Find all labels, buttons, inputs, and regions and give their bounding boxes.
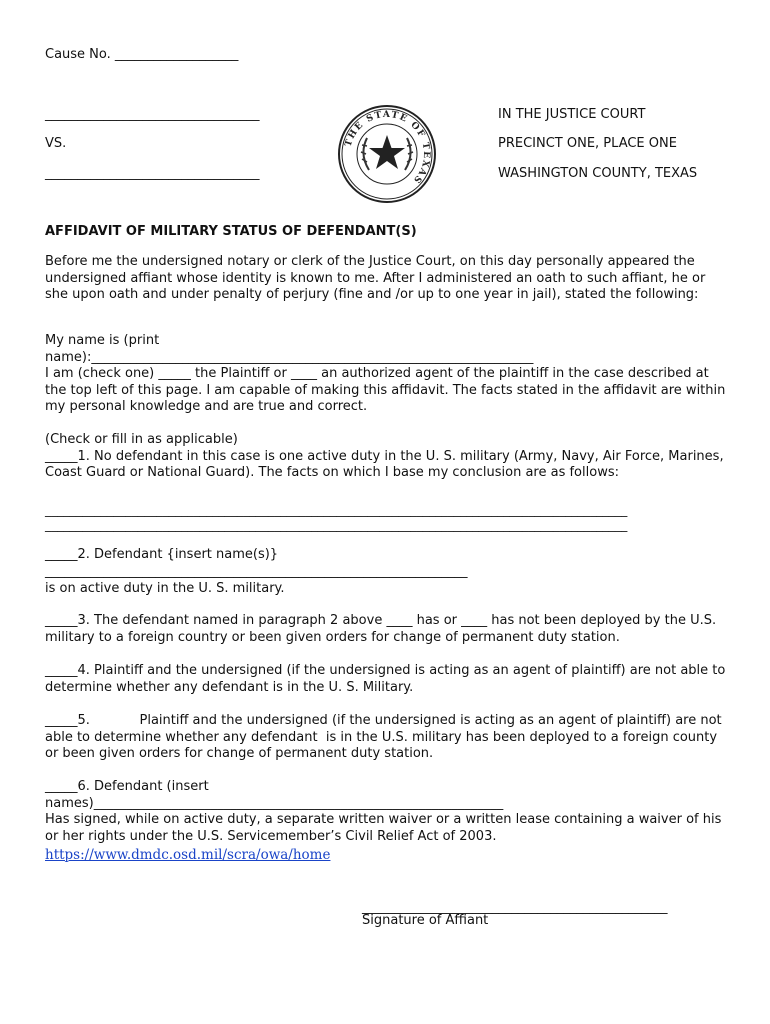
court-precinct: PRECINCT ONE, PLACE ONE bbox=[498, 136, 677, 151]
item-2-name-blank[interactable]: _________________________________________________________________ bbox=[45, 564, 468, 579]
item-2-label: _____2. Defendant {insert name(s)} bbox=[45, 547, 279, 562]
item-6-paragraph bbox=[45, 779, 730, 845]
affiant-name-paragraph bbox=[45, 333, 730, 416]
court-county: WASHINGTON COUNTY, TEXAS bbox=[498, 166, 698, 181]
texas-state-seal-icon bbox=[337, 104, 437, 204]
item-6-label: _____6. Defendant (insert bbox=[45, 779, 209, 794]
dmdc-scra-link[interactable]: https://www.dmdc.osd.mil/scra/owa/home bbox=[45, 847, 331, 863]
name-blank[interactable]: name):____________________________________________________________________ bbox=[45, 349, 534, 365]
cause-number-field[interactable]: Cause No. ___________________ bbox=[45, 47, 239, 62]
item-6-names-blank[interactable]: names)_______________________________________________________________ bbox=[45, 795, 504, 811]
signature-label: Signature of Affiant bbox=[362, 913, 489, 928]
signature-line[interactable]: _______________________________________________ bbox=[362, 900, 668, 915]
item-1-blank-line-2[interactable]: ______________________________________________________________________________________________ bbox=[45, 517, 628, 532]
item-4-paragraph: _____4. Plaintiff and the undersigned (if the undersigned is acting as an agent of plaintiff) are not able to determine whether any defendant is in the U. S. Military. bbox=[45, 663, 726, 695]
name-label: My name is (print bbox=[45, 333, 160, 348]
item-2-status: is on active duty in the U. S. military. bbox=[45, 581, 285, 596]
seal-ring-text: THE STATE OF TEXAS bbox=[343, 109, 432, 186]
defendant-name-line[interactable]: _________________________________ bbox=[45, 166, 260, 181]
check-section bbox=[45, 432, 730, 482]
item-1-text: _____1. No defendant in this case is one active duty in the U. S. military (Army, Navy, Air Force, Marines, Coast Guard or National Guard). The facts on which I base my conclusion are as follows: bbox=[45, 448, 724, 480]
intro-paragraph: Before me the undersigned notary or clerk of the Justice Court, on this day personally appeared the undersigned affiant whose identity is known to me. After I administered an oath to such affiant, he or she upon oath and under penalty of perjury (fine and /or up to one year in jail), stated the following: bbox=[45, 254, 706, 302]
check-instruction: (Check or fill in as applicable) bbox=[45, 432, 238, 447]
plaintiff-name-line[interactable]: _________________________________ bbox=[45, 107, 260, 122]
item-1-blank-line-1[interactable]: ______________________________________________________________________________________________ bbox=[45, 502, 628, 517]
court-name: IN THE JUSTICE COURT bbox=[498, 107, 646, 122]
versus-label: VS. bbox=[45, 136, 67, 151]
item-6-waiver-text: Has signed, while on active duty, a separate written waiver or a written lease containing a waiver of his or her rights under the U.S. Servicemember’s Civil Relief Act of 2003. bbox=[45, 812, 722, 844]
item-3-paragraph: _____3. The defendant named in paragraph 2 above ____ has or ____ has not been deployed by the U.S. military to a foreign country or been given orders for change of permanent duty station. bbox=[45, 613, 717, 645]
document-title: AFFIDAVIT OF MILITARY STATUS OF DEFENDANT(S) bbox=[45, 224, 417, 239]
capacity-statement: I am (check one) _____ the Plaintiff or ____ an authorized agent of the plaintiff in the case described at the top left of this page. I am capable of making this affidavit. The facts stated in the affidavit are within my personal knowledge and are true and correct. bbox=[45, 366, 726, 414]
item-5-paragraph: _____5. Plaintiff and the undersigned (if the undersigned is acting as an agent of plaintiff) are not able to determine whether any defendant is in the U.S. military has been deployed to a foreign county or been given orders for change of permanent duty station. bbox=[45, 713, 726, 761]
